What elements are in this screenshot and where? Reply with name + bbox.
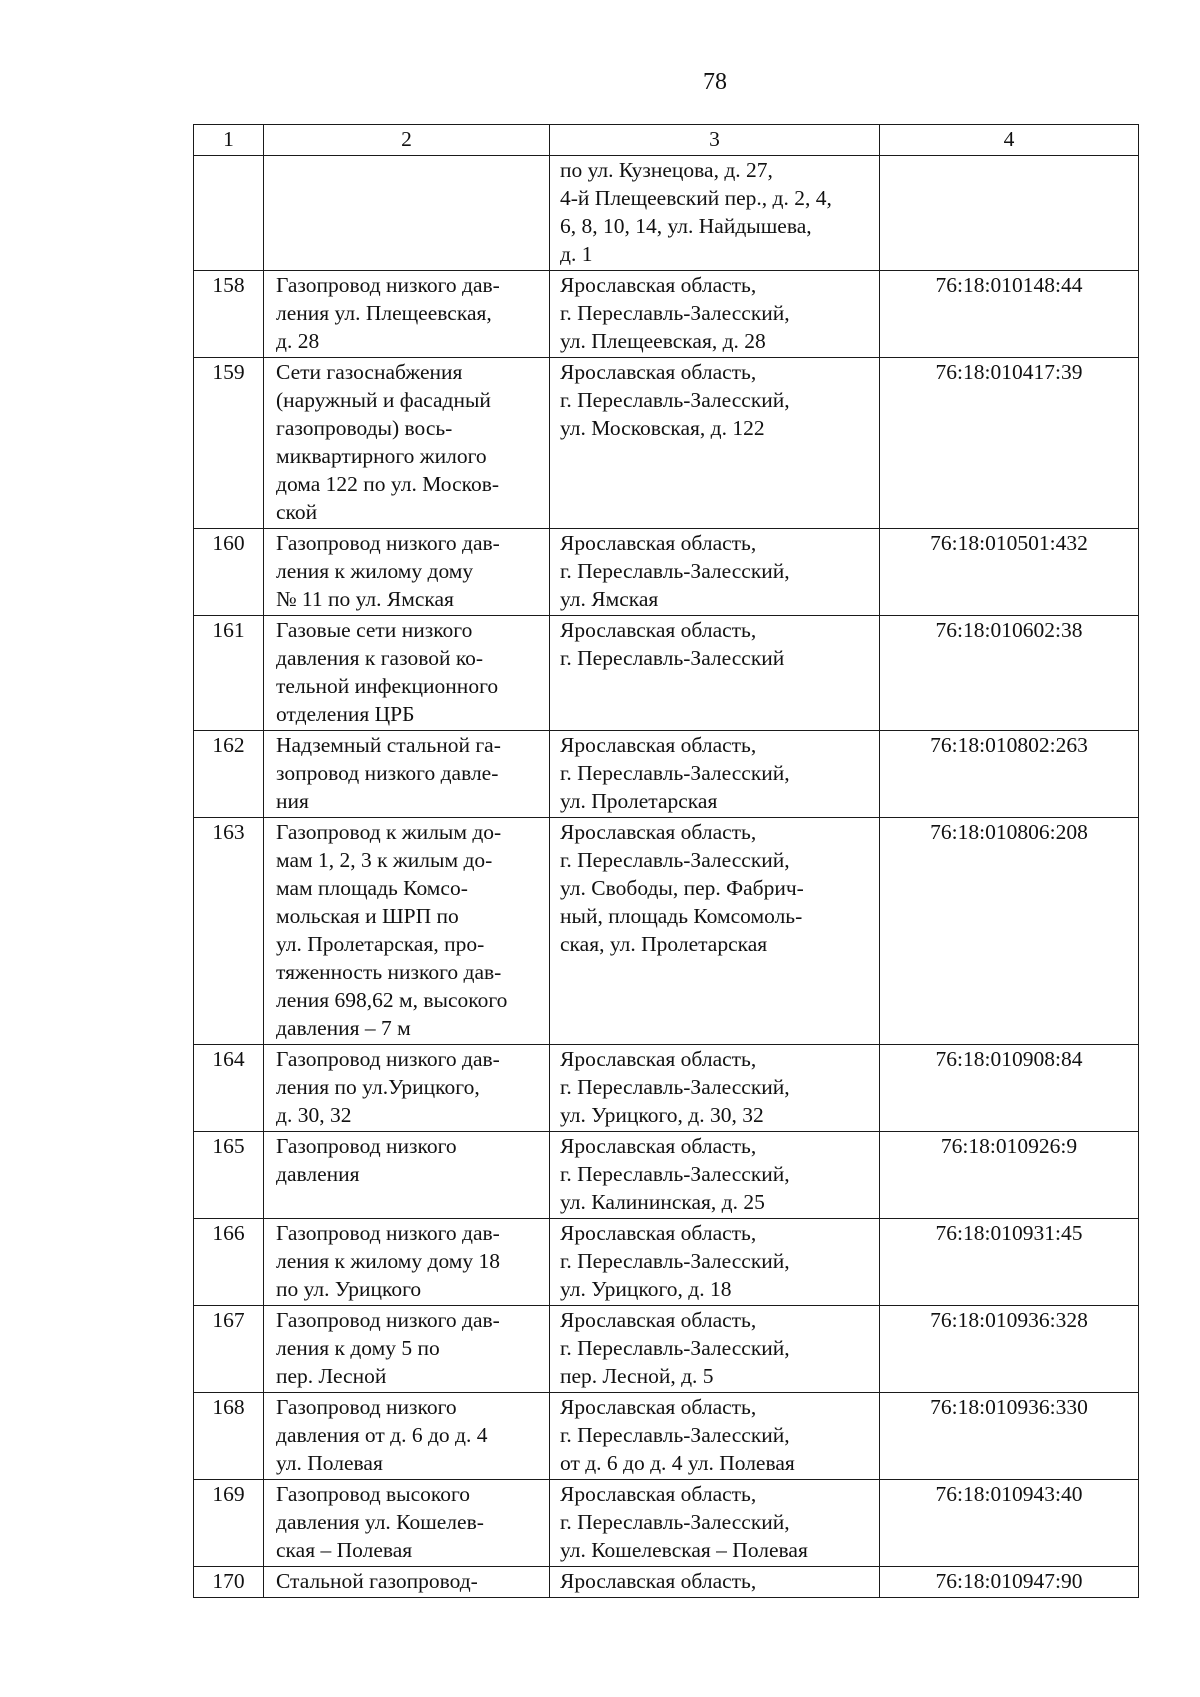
row-number: 162 [194, 731, 264, 818]
table-row [194, 156, 1139, 271]
object-name [264, 1219, 550, 1306]
object-address-line: Ярославская область, [560, 273, 757, 297]
table-row [194, 529, 1139, 616]
object-name-line: газопроводы) вось- [276, 416, 453, 440]
object-name [264, 1393, 550, 1480]
object-address-line: пер. Лесной, д. 5 [560, 1364, 714, 1388]
object-address-line: ный, площадь Комсомоль- [560, 904, 803, 928]
object-address-line: г. Переславль-Залесский, [560, 1249, 790, 1273]
object-address-line: ул. Ямская [560, 587, 659, 611]
object-address-line: ул. Кошелевская – Полевая [560, 1538, 808, 1562]
cadastral-number: 76:18:010802:263 [880, 731, 1139, 818]
object-address-line: Ярославская область, [560, 1482, 757, 1506]
object-address-line: г. Переславль-Залесский [560, 646, 785, 670]
cadastral-number: 76:18:010908:84 [880, 1045, 1139, 1132]
object-address-line: Ярославская область, [560, 733, 757, 757]
object-name-line: Сети газоснабжения [276, 360, 463, 384]
object-name [264, 271, 550, 358]
object-name [264, 818, 550, 1045]
cadastral-number: 76:18:010936:330 [880, 1393, 1139, 1480]
object-address-line: д. 1 [560, 242, 593, 266]
object-name-line: зопровод низкого давле- [276, 761, 499, 785]
object-address-line: Ярославская область, [560, 360, 757, 384]
table-header [194, 125, 1139, 156]
row-number: 163 [194, 818, 264, 1045]
row-number: 164 [194, 1045, 264, 1132]
object-address-line: Ярославская область, [560, 1047, 757, 1071]
cadastral-number: 76:18:010602:38 [880, 616, 1139, 731]
object-address-line: г. Переславль-Залесский, [560, 388, 790, 412]
object-address-line: Ярославская область, [560, 531, 757, 555]
object-address [550, 1306, 880, 1393]
object-name-line: Газопровод низкого дав- [276, 1047, 500, 1071]
table-row [194, 731, 1139, 818]
page-number: 78 [703, 69, 727, 95]
object-address [550, 818, 880, 1045]
object-address [550, 1393, 880, 1480]
object-address [550, 1219, 880, 1306]
object-name-line: Газопровод низкого [276, 1395, 457, 1419]
object-name-line: тельной инфекционного [276, 674, 499, 698]
column-header-4: 4 [880, 125, 1139, 156]
row-number: 160 [194, 529, 264, 616]
object-name-line: мольская и ШРП по [276, 904, 459, 928]
object-name-line: Надземный стальной га- [276, 733, 501, 757]
object-address-line: ская, ул. Пролетарская [560, 932, 768, 956]
cadastral-number: 76:18:010806:208 [880, 818, 1139, 1045]
object-address-line: ул. Свободы, пер. Фабрич- [560, 876, 804, 900]
table-row [194, 616, 1139, 731]
object-address-line: г. Переславль-Залесский, [560, 301, 790, 325]
object-address-line: г. Переславль-Залесский, [560, 1162, 790, 1186]
object-address-line: Ярославская область, [560, 1134, 757, 1158]
column-header-2: 2 [264, 125, 550, 156]
row-number: 159 [194, 358, 264, 529]
object-name-line: д. 30, 32 [276, 1103, 352, 1127]
object-name-line: ления ул. Плещеевская, [276, 301, 492, 325]
table-row [194, 1567, 1139, 1598]
object-address [550, 1480, 880, 1567]
cadastral-number [880, 156, 1139, 271]
table-row [194, 358, 1139, 529]
object-name [264, 616, 550, 731]
table-row [194, 1045, 1139, 1132]
object-name-line: ул. Пролетарская, про- [276, 932, 485, 956]
object-address-line: ул. Калининская, д. 25 [560, 1190, 765, 1214]
object-name-line: ления по ул.Урицкого, [276, 1075, 480, 1099]
table-row [194, 271, 1139, 358]
cadastral-number: 76:18:010931:45 [880, 1219, 1139, 1306]
object-name-line: ния [276, 789, 309, 813]
object-address [550, 1045, 880, 1132]
object-address-line: Ярославская область, [560, 1395, 757, 1419]
object-name-line: отделения ЦРБ [276, 702, 415, 726]
object-address-line: Ярославская область, [560, 1569, 757, 1593]
object-address-line: ул. Урицкого, д. 30, 32 [560, 1103, 764, 1127]
object-name-line: давления от д. 6 до д. 4 [276, 1423, 488, 1447]
column-header-1: 1 [194, 125, 264, 156]
object-address-line: г. Переславль-Залесский, [560, 1075, 790, 1099]
object-address-line: г. Переславль-Залесский, [560, 761, 790, 785]
row-number: 161 [194, 616, 264, 731]
object-name-line: давления к газовой ко- [276, 646, 484, 670]
object-address [550, 731, 880, 818]
object-name-line: Газовые сети низкого [276, 618, 473, 642]
object-name-line: ская – Полевая [276, 1538, 413, 1562]
object-name-line: ской [276, 500, 318, 524]
object-name-line: Газопровод к жилым до- [276, 820, 502, 844]
object-name [264, 1306, 550, 1393]
object-name [264, 1567, 550, 1598]
object-address [550, 271, 880, 358]
row-number: 169 [194, 1480, 264, 1567]
object-name-line: по ул. Урицкого [276, 1277, 422, 1301]
object-address [550, 1132, 880, 1219]
object-name-line: Газопровод низкого [276, 1134, 457, 1158]
object-name-line: Стальной газопровод- [276, 1569, 478, 1593]
object-name-line: Газопровод низкого дав- [276, 1221, 500, 1245]
object-name-line: мам площадь Комсо- [276, 876, 468, 900]
table-row [194, 1132, 1139, 1219]
object-name-line: Газопровод низкого дав- [276, 531, 500, 555]
object-name-line: Газопровод низкого дав- [276, 1308, 500, 1332]
registry-table [193, 124, 1139, 1598]
object-address-line: 6, 8, 10, 14, ул. Найдышева, [560, 214, 812, 238]
object-name-line: (наружный и фасадный [276, 388, 491, 412]
table-row [194, 1480, 1139, 1567]
object-address-line: ул. Московская, д. 122 [560, 416, 765, 440]
object-name-line: Газопровод низкого дав- [276, 273, 500, 297]
table-row [194, 1306, 1139, 1393]
object-name [264, 1045, 550, 1132]
row-number: 168 [194, 1393, 264, 1480]
object-name-line: ления 698,62 м, высокого [276, 988, 508, 1012]
cadastral-number: 76:18:010943:40 [880, 1480, 1139, 1567]
object-address-line: г. Переславль-Залесский, [560, 559, 790, 583]
object-address-line: Ярославская область, [560, 820, 757, 844]
row-number: 165 [194, 1132, 264, 1219]
object-address-line: Ярославская область, [560, 618, 757, 642]
object-address [550, 156, 880, 271]
object-address-line: ул. Плещеевская, д. 28 [560, 329, 766, 353]
row-number: 166 [194, 1219, 264, 1306]
object-name-line: ления к дому 5 по [276, 1336, 440, 1360]
object-address-line: г. Переславль-Залесский, [560, 1423, 790, 1447]
column-header-3: 3 [550, 125, 880, 156]
object-name-line: пер. Лесной [276, 1364, 387, 1388]
header-row [194, 125, 1139, 156]
object-name [264, 1480, 550, 1567]
object-name-line: давления ул. Кошелев- [276, 1510, 484, 1534]
object-name-line: давления [276, 1162, 360, 1186]
table-row [194, 818, 1139, 1045]
object-address [550, 616, 880, 731]
object-address-line: г. Переславль-Залесский, [560, 1510, 790, 1534]
row-number: 167 [194, 1306, 264, 1393]
cadastral-number: 76:18:010926:9 [880, 1132, 1139, 1219]
object-name [264, 529, 550, 616]
object-name-line: миквартирного жилого [276, 444, 487, 468]
object-address [550, 1567, 880, 1598]
object-address-line: 4-й Плещеевский пер., д. 2, 4, [560, 186, 832, 210]
cadastral-number: 76:18:010417:39 [880, 358, 1139, 529]
object-address-line: ул. Урицкого, д. 18 [560, 1277, 732, 1301]
object-address-line: Ярославская область, [560, 1221, 757, 1245]
object-name-line: № 11 по ул. Ямская [276, 587, 454, 611]
object-name-line: ления к жилому дому [276, 559, 474, 583]
table-row [194, 1219, 1139, 1306]
cadastral-number: 76:18:010501:432 [880, 529, 1139, 616]
row-number: 158 [194, 271, 264, 358]
object-address-line: г. Переславль-Залесский, [560, 1336, 790, 1360]
table-body [194, 156, 1139, 1598]
object-address [550, 358, 880, 529]
object-address-line: по ул. Кузнецова, д. 27, [560, 158, 773, 182]
object-address-line: от д. 6 до д. 4 ул. Полевая [560, 1451, 795, 1475]
object-name-line: мам 1, 2, 3 к жилым до- [276, 848, 493, 872]
object-name [264, 731, 550, 818]
object-address [550, 529, 880, 616]
table-row [194, 1393, 1139, 1480]
cadastral-number: 76:18:010947:90 [880, 1567, 1139, 1598]
object-name-line: Газопровод высокого [276, 1482, 471, 1506]
object-name-line: дома 122 по ул. Москов- [276, 472, 500, 496]
object-name-line: ул. Полевая [276, 1451, 383, 1475]
object-address-line: ул. Пролетарская [560, 789, 718, 813]
object-name-line: тяженность низкого дав- [276, 960, 502, 984]
object-name [264, 358, 550, 529]
object-name-line: давления – 7 м [276, 1016, 411, 1040]
object-name [264, 156, 550, 271]
cadastral-number: 76:18:010936:328 [880, 1306, 1139, 1393]
row-number [194, 156, 264, 271]
object-name-line: д. 28 [276, 329, 320, 353]
cadastral-number: 76:18:010148:44 [880, 271, 1139, 358]
object-name [264, 1132, 550, 1219]
object-name-line: ления к жилому дому 18 [276, 1249, 501, 1273]
object-address-line: Ярославская область, [560, 1308, 757, 1332]
object-address-line: г. Переславль-Залесский, [560, 848, 790, 872]
row-number: 170 [194, 1567, 264, 1598]
